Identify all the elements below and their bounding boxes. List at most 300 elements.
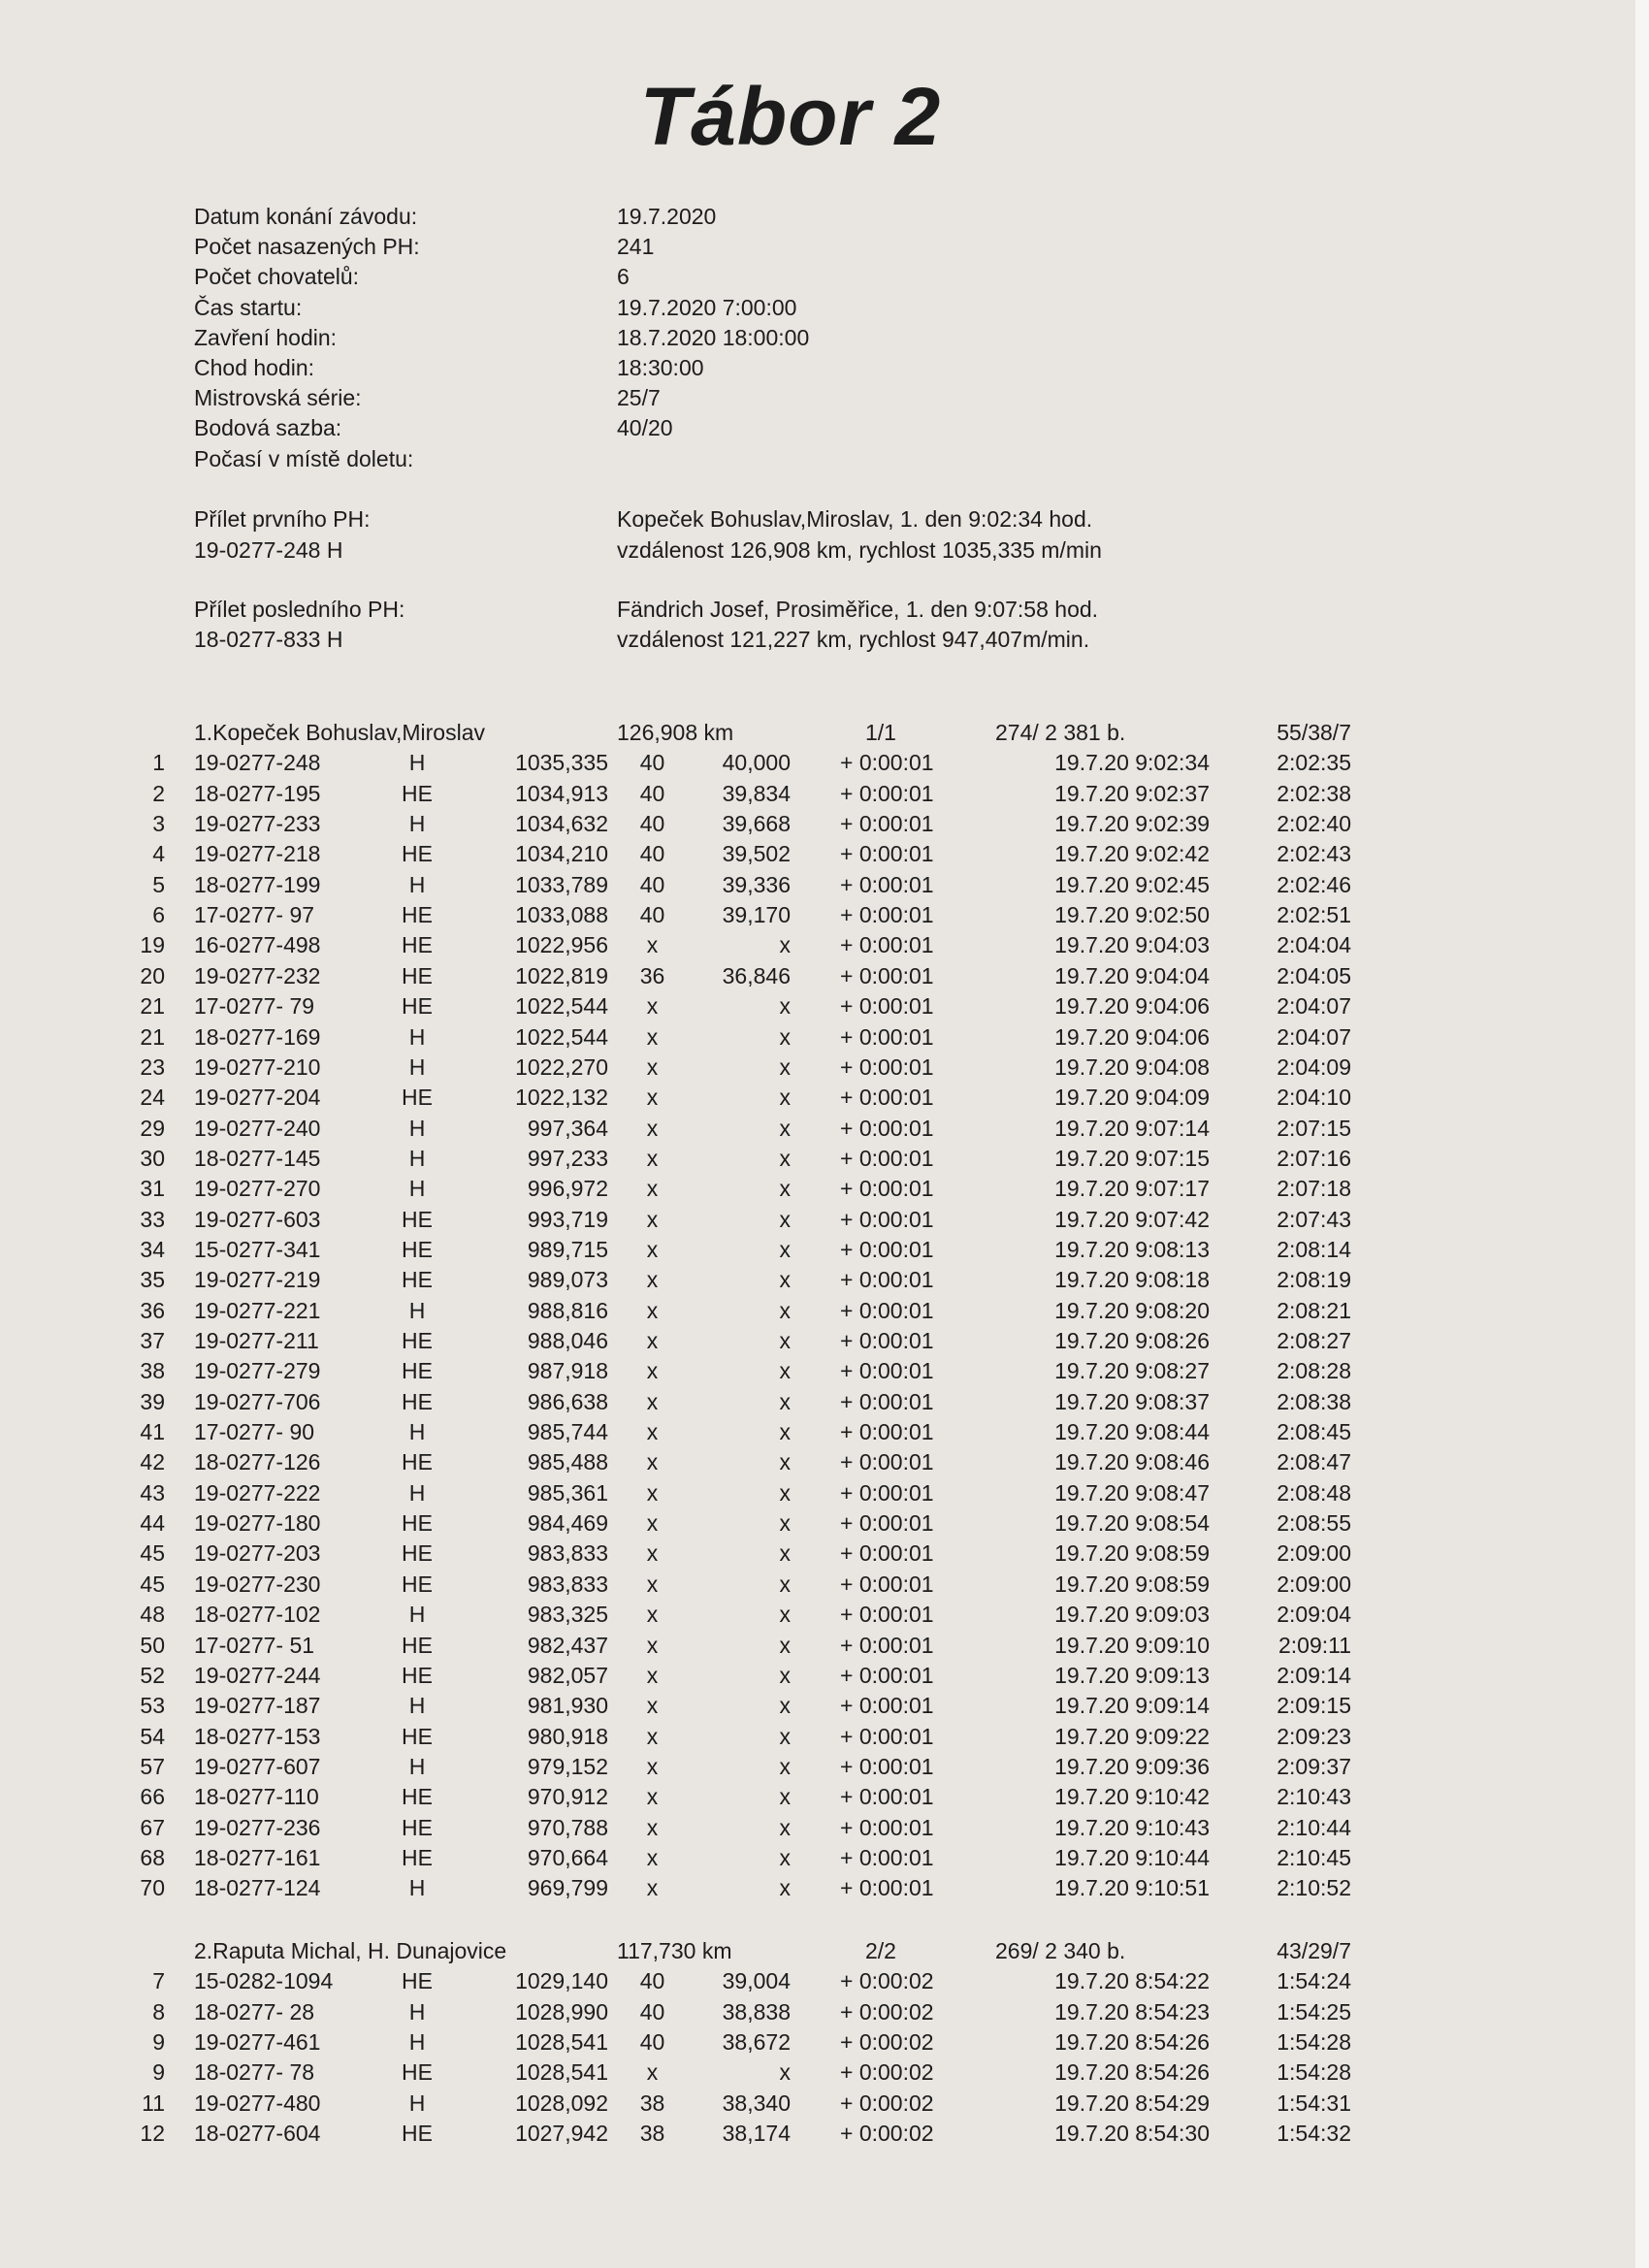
result-arrival: 19.7.20 9:08:59 xyxy=(1054,1540,1210,1567)
result-coef: x xyxy=(779,1053,791,1080)
result-rank: 50 xyxy=(140,1632,165,1658)
result-ring: 19-0277-218 xyxy=(194,841,321,867)
result-coef: x xyxy=(779,1176,791,1202)
result-speed: 982,057 xyxy=(527,1662,608,1688)
group-ratio: 2/2 xyxy=(865,1938,896,1963)
result-sex: H xyxy=(408,1875,426,1901)
result-arrival: 19.7.20 9:02:34 xyxy=(1054,750,1210,776)
info-label: Zavření hodin: xyxy=(194,324,338,350)
result-rank: 36 xyxy=(140,1297,165,1323)
result-rank: 45 xyxy=(140,1571,165,1597)
result-speed: 987,918 xyxy=(527,1358,608,1384)
result-arrival: 19.7.20 8:54:29 xyxy=(1054,2090,1210,2116)
result-speed: 1027,942 xyxy=(515,2121,608,2147)
result-correction: + 0:00:02 xyxy=(840,1998,934,2025)
result-ring: 19-0277-230 xyxy=(194,1571,321,1597)
result-ring: 17-0277- 97 xyxy=(194,902,315,928)
result-sex: HE xyxy=(402,1814,433,1840)
result-rank: 7 xyxy=(152,1968,165,1994)
result-correction: + 0:00:01 xyxy=(840,1449,934,1475)
result-rank: 9 xyxy=(152,2029,165,2056)
result-correction: + 0:00:01 xyxy=(840,1115,934,1141)
result-flight: 1:54:25 xyxy=(1277,1998,1351,2025)
result-rank: 54 xyxy=(140,1723,165,1749)
result-coef: x xyxy=(779,1236,791,1262)
result-speed: 983,833 xyxy=(527,1571,608,1597)
result-arrival: 19.7.20 9:09:36 xyxy=(1054,1753,1210,1779)
result-coef: x xyxy=(779,2059,791,2086)
result-correction: + 0:00:01 xyxy=(840,1328,934,1353)
result-flight: 1:54:28 xyxy=(1277,2029,1351,2056)
result-arrival: 19.7.20 9:08:37 xyxy=(1054,1388,1210,1414)
result-points: 40 xyxy=(639,1998,665,2025)
result-flight: 2:04:04 xyxy=(1277,932,1351,958)
result-correction: + 0:00:01 xyxy=(840,811,934,837)
result-ring: 19-0277-222 xyxy=(194,1479,321,1506)
result-correction: + 0:00:01 xyxy=(840,962,934,988)
info-label: Počet chovatelů: xyxy=(194,264,360,290)
result-flight: 2:08:38 xyxy=(1277,1388,1351,1414)
result-coef: 40,000 xyxy=(722,750,791,776)
result-correction: + 0:00:01 xyxy=(840,1388,934,1414)
result-arrival: 19.7.20 9:04:09 xyxy=(1054,1085,1210,1111)
result-flight: 2:09:04 xyxy=(1277,1602,1351,1628)
result-flight: 2:07:16 xyxy=(1277,1145,1351,1171)
result-ring: 18-0277-145 xyxy=(194,1145,321,1171)
first-arrival-line1: Kopeček Bohuslav,Miroslav, 1. den 9:02:34 hod. xyxy=(617,506,1093,532)
result-points: x xyxy=(646,1693,659,1719)
result-rank: 43 xyxy=(140,1479,165,1506)
result-speed: 1028,541 xyxy=(515,2029,608,2056)
result-points: x xyxy=(646,1115,659,1141)
result-sex: HE xyxy=(402,1449,433,1475)
result-flight: 2:04:05 xyxy=(1277,962,1351,988)
result-rank: 42 xyxy=(140,1449,165,1475)
result-speed: 1034,913 xyxy=(515,780,608,806)
result-points: 40 xyxy=(639,1968,665,1994)
result-correction: + 0:00:01 xyxy=(840,1540,934,1567)
first-arrival-line2: vzdálenost 126,908 km, rychlost 1035,335 m/min xyxy=(617,537,1102,563)
result-flight: 2:09:23 xyxy=(1277,1723,1351,1749)
result-sex: HE xyxy=(402,1510,433,1537)
result-coef: x xyxy=(779,1571,791,1597)
result-arrival: 19.7.20 9:08:18 xyxy=(1054,1267,1210,1293)
result-speed: 985,744 xyxy=(527,1419,608,1445)
result-flight: 1:54:24 xyxy=(1277,1968,1351,1994)
result-sex: HE xyxy=(402,1236,433,1262)
result-rank: 21 xyxy=(140,993,165,1020)
info-label: Počet nasazených PH: xyxy=(194,234,420,260)
result-correction: + 0:00:01 xyxy=(840,1085,934,1111)
result-sex: H xyxy=(408,1023,426,1050)
result-sex: HE xyxy=(402,1968,433,1994)
result-speed: 993,719 xyxy=(527,1206,608,1232)
result-arrival: 19.7.20 9:04:08 xyxy=(1054,1053,1210,1080)
result-flight: 2:04:09 xyxy=(1277,1053,1351,1080)
result-arrival: 19.7.20 8:54:26 xyxy=(1054,2029,1210,2056)
result-speed: 1035,335 xyxy=(515,750,608,776)
result-rank: 2 xyxy=(152,780,165,806)
result-rank: 45 xyxy=(140,1540,165,1567)
result-correction: + 0:00:01 xyxy=(840,1236,934,1262)
result-correction: + 0:00:01 xyxy=(840,780,934,806)
result-coef: 38,174 xyxy=(722,2121,791,2147)
group-points: 274/ 2 381 b. xyxy=(995,720,1126,745)
result-correction: + 0:00:01 xyxy=(840,1023,934,1050)
result-arrival: 19.7.20 9:10:43 xyxy=(1054,1814,1210,1840)
result-coef: x xyxy=(779,1784,791,1810)
result-rank: 35 xyxy=(140,1267,165,1293)
info-label: Čas startu: xyxy=(194,294,303,320)
result-coef: x xyxy=(779,993,791,1020)
result-speed: 1034,632 xyxy=(515,811,608,837)
result-coef: 39,004 xyxy=(722,1968,791,1994)
result-sex: HE xyxy=(402,841,433,867)
result-ring: 19-0277-603 xyxy=(194,1206,321,1232)
result-flight: 2:04:10 xyxy=(1277,1085,1351,1111)
result-points: x xyxy=(646,1085,659,1111)
result-rank: 33 xyxy=(140,1206,165,1232)
result-coef: x xyxy=(779,1693,791,1719)
info-value: 25/7 xyxy=(617,385,661,411)
result-correction: + 0:00:01 xyxy=(840,1206,934,1232)
result-points: 36 xyxy=(639,962,665,988)
result-sex: H xyxy=(408,1753,426,1779)
group-series: 55/38/7 xyxy=(1277,720,1351,745)
result-ring: 17-0277- 51 xyxy=(194,1632,315,1658)
info-label: Počasí v místě doletu: xyxy=(194,445,414,471)
result-sex: HE xyxy=(402,902,433,928)
result-ring: 18-0277-195 xyxy=(194,780,321,806)
result-coef: 38,340 xyxy=(722,2090,791,2116)
result-rank: 41 xyxy=(140,1419,165,1445)
result-correction: + 0:00:01 xyxy=(840,1176,934,1202)
result-rank: 6 xyxy=(152,902,165,928)
result-arrival: 19.7.20 9:08:13 xyxy=(1054,1236,1210,1262)
result-ring: 19-0277-221 xyxy=(194,1297,321,1323)
result-correction: + 0:00:01 xyxy=(840,1844,934,1870)
result-sex: HE xyxy=(402,1358,433,1384)
last-arrival-line2: vzdálenost 121,227 km, rychlost 947,407m/min. xyxy=(617,627,1090,652)
result-sex: HE xyxy=(402,2121,433,2147)
info-label: Mistrovská série: xyxy=(194,385,362,411)
result-ring: 17-0277- 90 xyxy=(194,1419,315,1445)
result-speed: 1033,088 xyxy=(515,902,608,928)
result-speed: 1022,132 xyxy=(515,1085,608,1111)
page-edge xyxy=(1635,0,1649,2268)
result-speed: 1022,956 xyxy=(515,932,608,958)
result-rank: 52 xyxy=(140,1662,165,1688)
result-rank: 67 xyxy=(140,1814,165,1840)
result-rank: 19 xyxy=(140,932,165,958)
result-arrival: 19.7.20 9:07:14 xyxy=(1054,1115,1210,1141)
result-sex: H xyxy=(408,1998,426,2025)
result-rank: 39 xyxy=(140,1388,165,1414)
result-speed: 996,972 xyxy=(527,1176,608,1202)
info-value: 6 xyxy=(617,264,630,290)
result-coef: x xyxy=(779,1297,791,1323)
result-coef: x xyxy=(779,1358,791,1384)
result-sex: H xyxy=(408,1419,426,1445)
result-rank: 20 xyxy=(140,962,165,988)
group-name: 1.Kopeček Bohuslav,Miroslav xyxy=(194,720,485,745)
result-flight: 2:02:40 xyxy=(1277,811,1351,837)
result-correction: + 0:00:01 xyxy=(840,1479,934,1506)
result-ring: 19-0277-232 xyxy=(194,962,321,988)
result-correction: + 0:00:01 xyxy=(840,1267,934,1293)
result-arrival: 19.7.20 9:08:26 xyxy=(1054,1328,1210,1353)
result-correction: + 0:00:01 xyxy=(840,902,934,928)
result-coef: x xyxy=(779,1023,791,1050)
result-coef: 39,170 xyxy=(722,902,791,928)
result-flight: 2:07:43 xyxy=(1277,1206,1351,1232)
info-value: 241 xyxy=(617,234,655,260)
result-speed: 1022,270 xyxy=(515,1053,608,1080)
result-rank: 8 xyxy=(152,1998,165,2025)
result-flight: 2:07:18 xyxy=(1277,1176,1351,1202)
result-flight: 2:02:35 xyxy=(1277,750,1351,776)
result-ring: 19-0277-180 xyxy=(194,1510,321,1537)
result-flight: 2:02:46 xyxy=(1277,871,1351,897)
result-sex: H xyxy=(408,2029,426,2056)
result-rank: 23 xyxy=(140,1053,165,1080)
result-ring: 17-0277- 79 xyxy=(194,993,315,1020)
result-flight: 2:02:51 xyxy=(1277,902,1351,928)
result-ring: 15-0282-1094 xyxy=(194,1968,334,1994)
result-points: x xyxy=(646,1328,659,1353)
result-sex: H xyxy=(408,1115,426,1141)
result-correction: + 0:00:01 xyxy=(840,1510,934,1537)
result-ring: 19-0277-248 xyxy=(194,750,321,776)
result-correction: + 0:00:01 xyxy=(840,1662,934,1688)
result-rank: 29 xyxy=(140,1115,165,1141)
result-flight: 2:09:00 xyxy=(1277,1540,1351,1567)
info-value: 19.7.2020 7:00:00 xyxy=(617,294,797,320)
result-coef: x xyxy=(779,1540,791,1567)
first-arrival-label: Přílet prvního PH: xyxy=(194,506,371,532)
result-arrival: 19.7.20 9:04:04 xyxy=(1054,962,1210,988)
result-coef: x xyxy=(779,1875,791,1901)
result-arrival: 19.7.20 9:10:42 xyxy=(1054,1784,1210,1810)
result-points: x xyxy=(646,1206,659,1232)
result-rank: 53 xyxy=(140,1693,165,1719)
result-speed: 983,833 xyxy=(527,1540,608,1567)
result-sex: H xyxy=(408,1176,426,1202)
result-points: x xyxy=(646,1176,659,1202)
result-ring: 15-0277-341 xyxy=(194,1236,321,1262)
result-sex: H xyxy=(408,811,426,837)
result-flight: 2:08:45 xyxy=(1277,1419,1351,1445)
result-coef: x xyxy=(779,1632,791,1658)
result-rank: 31 xyxy=(140,1176,165,1202)
result-arrival: 19.7.20 9:09:22 xyxy=(1054,1723,1210,1749)
result-correction: + 0:00:02 xyxy=(840,1968,934,1994)
info-value: 40/20 xyxy=(617,415,673,441)
result-ring: 19-0277-480 xyxy=(194,2090,321,2116)
result-points: x xyxy=(646,1236,659,1262)
result-ring: 19-0277-706 xyxy=(194,1388,321,1414)
result-sex: H xyxy=(408,1053,426,1080)
last-arrival-line1: Fändrich Josef, Prosiměřice, 1. den 9:07:58 hod. xyxy=(617,597,1099,622)
group-ratio: 1/1 xyxy=(865,720,896,745)
result-points: x xyxy=(646,1297,659,1323)
result-points: x xyxy=(646,1053,659,1080)
result-speed: 981,930 xyxy=(527,1693,608,1719)
result-ring: 18-0277-153 xyxy=(194,1723,321,1749)
result-speed: 988,816 xyxy=(527,1297,608,1323)
result-rank: 1 xyxy=(152,750,165,776)
info-label: Datum konání závodu: xyxy=(194,204,418,229)
result-rank: 11 xyxy=(142,2090,165,2116)
result-flight: 2:04:07 xyxy=(1277,1023,1351,1050)
result-speed: 985,488 xyxy=(527,1449,608,1475)
result-ring: 18-0277-604 xyxy=(194,2121,321,2147)
result-speed: 979,152 xyxy=(527,1753,608,1779)
result-speed: 1022,544 xyxy=(515,1023,608,1050)
result-rank: 4 xyxy=(152,841,165,867)
result-arrival: 19.7.20 9:10:44 xyxy=(1054,1844,1210,1870)
result-speed: 1029,140 xyxy=(515,1968,608,1994)
result-arrival: 19.7.20 9:04:06 xyxy=(1054,993,1210,1020)
result-ring: 19-0277-233 xyxy=(194,811,321,837)
result-correction: + 0:00:01 xyxy=(840,1875,934,1901)
result-ring: 19-0277-210 xyxy=(194,1053,321,1080)
result-flight: 2:08:48 xyxy=(1277,1479,1351,1506)
result-ring: 19-0277-240 xyxy=(194,1115,321,1141)
result-arrival: 19.7.20 9:07:15 xyxy=(1054,1145,1210,1171)
result-coef: x xyxy=(779,932,791,958)
result-ring: 19-0277-244 xyxy=(194,1662,321,1688)
result-speed: 985,361 xyxy=(527,1479,608,1506)
result-ring: 16-0277-498 xyxy=(194,932,321,958)
result-ring: 18-0277-199 xyxy=(194,871,321,897)
result-arrival: 19.7.20 9:08:47 xyxy=(1054,1479,1210,1506)
result-speed: 969,799 xyxy=(527,1875,608,1901)
result-rank: 9 xyxy=(152,2059,165,2086)
result-coef: x xyxy=(779,1602,791,1628)
result-points: x xyxy=(646,1449,659,1475)
result-coef: x xyxy=(779,1449,791,1475)
result-speed: 1022,544 xyxy=(515,993,608,1020)
result-ring: 19-0277-219 xyxy=(194,1267,321,1293)
result-sex: H xyxy=(408,1145,426,1171)
result-points: x xyxy=(646,932,659,958)
result-speed: 970,664 xyxy=(527,1844,608,1870)
result-rank: 70 xyxy=(140,1875,165,1901)
result-sex: HE xyxy=(402,932,433,958)
result-ring: 18-0277-126 xyxy=(194,1449,321,1475)
result-sex: HE xyxy=(402,1206,433,1232)
info-label: Bodová sazba: xyxy=(194,415,342,441)
result-coef: x xyxy=(779,1145,791,1171)
result-points: x xyxy=(646,1510,659,1537)
result-rank: 37 xyxy=(140,1328,165,1353)
result-coef: x xyxy=(779,1388,791,1414)
result-correction: + 0:00:01 xyxy=(840,1784,934,1810)
result-coef: x xyxy=(779,1419,791,1445)
result-flight: 2:08:28 xyxy=(1277,1358,1351,1384)
result-coef: x xyxy=(779,1510,791,1537)
result-arrival: 19.7.20 8:54:30 xyxy=(1054,2121,1210,2147)
result-speed: 1028,092 xyxy=(515,2090,608,2116)
group-series: 43/29/7 xyxy=(1277,1938,1351,1963)
result-points: 40 xyxy=(639,871,665,897)
result-speed: 1022,819 xyxy=(515,962,608,988)
result-arrival: 19.7.20 9:08:59 xyxy=(1054,1571,1210,1597)
result-arrival: 19.7.20 9:02:39 xyxy=(1054,811,1210,837)
result-coef: x xyxy=(779,1844,791,1870)
result-arrival: 19.7.20 8:54:23 xyxy=(1054,1998,1210,2025)
result-correction: + 0:00:01 xyxy=(840,750,934,776)
last-arrival-label: Přílet posledního PH: xyxy=(194,597,405,622)
result-sex: HE xyxy=(402,1723,433,1749)
first-arrival-ring: 19-0277-248 H xyxy=(194,537,343,563)
result-coef: x xyxy=(779,1479,791,1506)
result-ring: 19-0277-461 xyxy=(194,2029,321,2056)
result-rank: 66 xyxy=(140,1784,165,1810)
result-points: x xyxy=(646,1875,659,1901)
result-points: x xyxy=(646,1753,659,1779)
result-coef: 36,846 xyxy=(722,962,791,988)
result-points: 38 xyxy=(639,2121,665,2147)
result-points: x xyxy=(646,1571,659,1597)
result-ring: 18-0277-161 xyxy=(194,1844,321,1870)
result-speed: 1033,789 xyxy=(515,871,608,897)
result-points: 38 xyxy=(639,2090,665,2116)
result-coef: 38,838 xyxy=(722,1998,791,2025)
result-speed: 989,073 xyxy=(527,1267,608,1293)
result-correction: + 0:00:01 xyxy=(840,1753,934,1779)
result-sex: HE xyxy=(402,1085,433,1111)
result-ring: 19-0277-211 xyxy=(194,1328,319,1353)
result-arrival: 19.7.20 9:02:45 xyxy=(1054,871,1210,897)
result-ring: 18-0277-169 xyxy=(194,1023,321,1050)
result-ring: 18-0277-102 xyxy=(194,1602,321,1628)
result-sex: H xyxy=(408,871,426,897)
result-points: x xyxy=(646,1267,659,1293)
result-arrival: 19.7.20 9:09:03 xyxy=(1054,1602,1210,1628)
result-rank: 3 xyxy=(152,811,165,837)
result-sex: H xyxy=(408,1479,426,1506)
result-arrival: 19.7.20 9:08:54 xyxy=(1054,1510,1210,1537)
result-flight: 2:08:55 xyxy=(1277,1510,1351,1537)
result-points: x xyxy=(646,1814,659,1840)
result-correction: + 0:00:02 xyxy=(840,2059,934,2086)
result-points: x xyxy=(646,1023,659,1050)
result-sex: H xyxy=(408,1602,426,1628)
result-flight: 1:54:28 xyxy=(1277,2059,1351,2086)
result-coef: x xyxy=(779,1115,791,1141)
result-coef: x xyxy=(779,1814,791,1840)
result-flight: 2:08:47 xyxy=(1277,1449,1351,1475)
group-name: 2.Raputa Michal, H. Dunajovice xyxy=(194,1938,507,1963)
result-coef: x xyxy=(779,1085,791,1111)
result-arrival: 19.7.20 9:02:50 xyxy=(1054,902,1210,928)
result-points: x xyxy=(646,1419,659,1445)
result-sex: HE xyxy=(402,1571,433,1597)
result-points: 40 xyxy=(639,2029,665,2056)
result-points: x xyxy=(646,1662,659,1688)
result-points: 40 xyxy=(639,902,665,928)
result-flight: 2:08:21 xyxy=(1277,1297,1351,1323)
result-sex: HE xyxy=(402,1328,433,1353)
result-flight: 2:10:43 xyxy=(1277,1784,1351,1810)
result-flight: 2:09:37 xyxy=(1277,1753,1351,1779)
result-points: 40 xyxy=(639,841,665,867)
result-ring: 19-0277-187 xyxy=(194,1693,321,1719)
result-rank: 44 xyxy=(140,1510,165,1537)
result-arrival: 19.7.20 9:09:13 xyxy=(1054,1662,1210,1688)
